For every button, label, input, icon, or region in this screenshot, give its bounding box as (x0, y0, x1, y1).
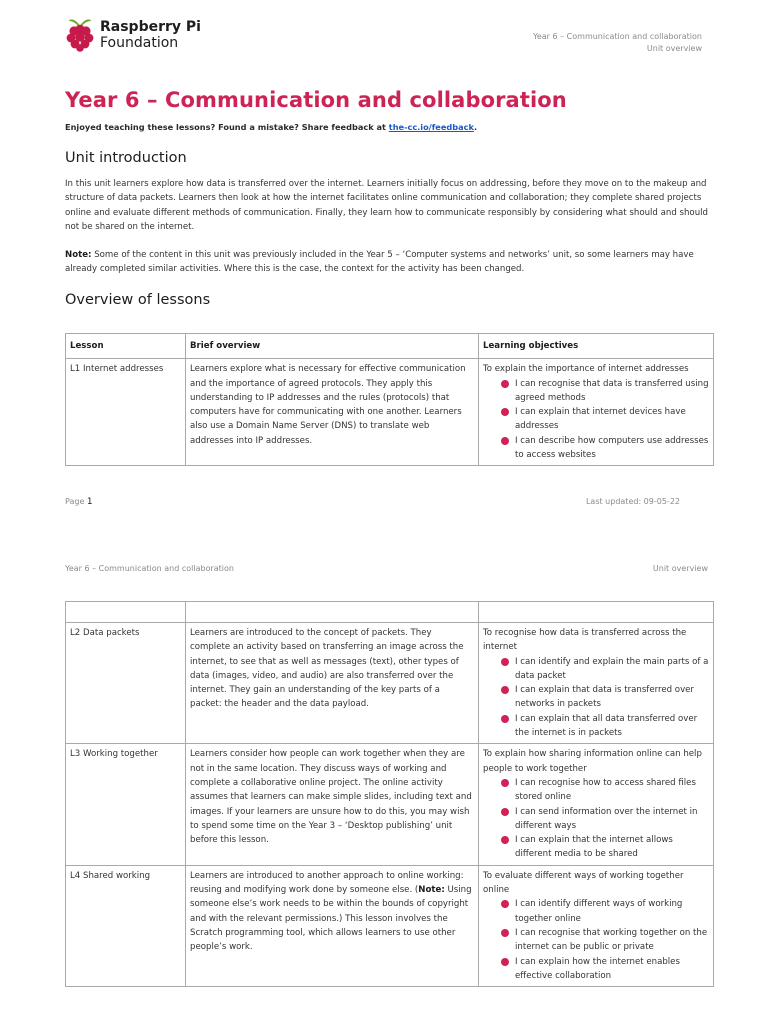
lesson-name: L1 Internet addresses (66, 359, 186, 466)
column-header-lesson: Lesson (66, 334, 186, 359)
raspberry-icon (65, 17, 95, 53)
lesson-objectives (479, 359, 714, 466)
lesson-overview: Learners explore what is necessary for effective communication and the importance of agreed protocols. They apply this understanding to IP addresses and the rules (protocols) that computers have for communicating with one another. Learners also use a Domain Name Server (DNS) to translate web addresses into IP addresses. (186, 359, 479, 466)
success-criterion: I can explain that data is transferred over networks in packets (501, 683, 709, 712)
bullet-dot-icon (501, 715, 509, 723)
success-criterion: I can describe how computers use addresses to access websites (501, 434, 709, 463)
table-row (66, 623, 714, 744)
column-header-overview: Brief overview (186, 334, 479, 359)
lesson-overview: Learners are introduced to the concept of packets. They complete an activity based on transferring an image across the internet, to see that as well as messages (text), other types of data (images, video, and audio) are also transferred over the internet. They gain an understanding of the key parts of a packet: the header and the data payload. (186, 623, 479, 744)
note-label: Note: (65, 250, 92, 260)
objective-title: To recognise how data is transferred across the internet (483, 628, 687, 653)
unit-intro-heading: Unit introduction (65, 150, 187, 166)
bullet-dot-icon (501, 900, 509, 908)
lesson-objectives (479, 623, 714, 744)
feedback-suffix: . (473, 122, 478, 132)
success-criterion: I can identify different ways of working together online (501, 897, 709, 926)
bullet-dot-icon (501, 808, 509, 816)
feedback-prefix: Enjoyed teaching these lessons? Found a mistake? Share feedback at (65, 122, 389, 132)
lessons-table-continued (65, 601, 714, 987)
success-criterion: I can explain that all data transferred over the internet is in packets (501, 712, 709, 741)
running-header-title: Year 6 – Communication and collaboration (65, 564, 234, 573)
objective-title: To explain the importance of internet addresses (483, 364, 689, 375)
table-header-row-empty (66, 602, 714, 623)
feedback-line (65, 122, 477, 132)
success-criterion: I can identify and explain the main parts of a data packet (501, 655, 709, 684)
note-text: Some of the content in this unit was previously included in the Year 5 – ‘Computer systems and networks’ unit, so some learners may have already completed similar activities. Where this is the case, the context for the activity has been changed. (65, 250, 694, 275)
success-criterion: I can recognise how to access shared files stored online (501, 776, 709, 805)
raspberry-pi-logo[interactable] (65, 17, 201, 53)
lesson-name: L4 Shared working (66, 865, 186, 986)
unit-intro-note (65, 248, 710, 277)
success-criterion: I can explain that internet devices have addresses (501, 405, 709, 434)
running-header-section: Unit overview (646, 44, 702, 53)
page-title: Year 6 – Communication and collaboration (65, 88, 567, 112)
bullet-dot-icon (501, 929, 509, 937)
table-header-row (66, 334, 714, 359)
bullet-dot-icon (501, 408, 509, 416)
page-footer-updated: Last updated: 09-05-22 (585, 497, 680, 506)
lesson-name: L3 Working together (66, 744, 186, 865)
column-header-objectives: Learning objectives (479, 334, 714, 359)
bullet-dot-icon (501, 437, 509, 445)
lesson-overview: Learners are introduced to another approach to online working: reusing and modifying work done by someone else. (Note: Using someone else’s work needs to be within the bounds of copyright and with the relevant permissions.) This lesson involves the Scratch programming tool, which allows learners to use other people’s work. (186, 865, 479, 986)
unit-intro-paragraph: In this unit learners explore how data is transferred over the internet. Learners initially focus on addressing, before they move on to the makeup and structure of data packets. Learners then look at how the internet facilitates online communication and collaboration; they complete shared projects online and evaluate different methods of communication. Finally, they learn how to communicate responsibly by considering what should and should not be shared on the internet. (65, 179, 708, 232)
bullet-dot-icon (501, 836, 509, 844)
bullet-dot-icon (501, 658, 509, 666)
table-row (66, 359, 714, 466)
objective-title: To explain how sharing information online can help people to work together (483, 749, 702, 774)
feedback-link[interactable]: the-cc.io/feedback (388, 122, 474, 132)
page-footer-number: Page 1 (65, 497, 93, 507)
running-header (533, 31, 702, 55)
bullet-dot-icon (501, 779, 509, 787)
success-criterion: I can recognise that working together on the internet can be public or private (501, 926, 709, 955)
bullet-dot-icon (501, 958, 509, 966)
lesson-name: L2 Data packets (66, 623, 186, 744)
overview-heading: Overview of lessons (65, 292, 211, 308)
lessons-table (65, 333, 714, 466)
bullet-dot-icon (501, 380, 509, 388)
table-row (66, 744, 714, 865)
page-2 (0, 530, 768, 1024)
lesson-overview: Learners consider how people can work together when they are not in the same location. They discuss ways of working and complete a collaborative online project. The online activity assumes that learners can make simple slides, including text and images. If your learners are unsure how to do this, you may wish to spend some time on the Year 3 – ‘Desktop publishing’ unit before this lesson. (186, 744, 479, 865)
objective-title: To evaluate different ways of working together online (483, 870, 684, 896)
success-criterion: I can explain that the internet allows different media to be shared (501, 833, 709, 862)
brand-subtitle: Foundation (100, 35, 179, 51)
brand-name: Raspberry Pi (100, 19, 201, 35)
success-criterion: I can send information over the internet in different ways (501, 805, 709, 834)
bullet-dot-icon (501, 686, 509, 694)
success-criterion: I can recognise that data is transferred using agreed methods (501, 377, 709, 406)
table-row (66, 865, 714, 986)
success-criterion: I can explain how the internet enables effective collaboration (501, 955, 709, 984)
running-header-title: Year 6 – Communication and collaboration (533, 32, 702, 41)
lesson-objectives (479, 865, 714, 986)
lesson-objectives (479, 744, 714, 865)
running-header-section: Unit overview (652, 564, 708, 573)
